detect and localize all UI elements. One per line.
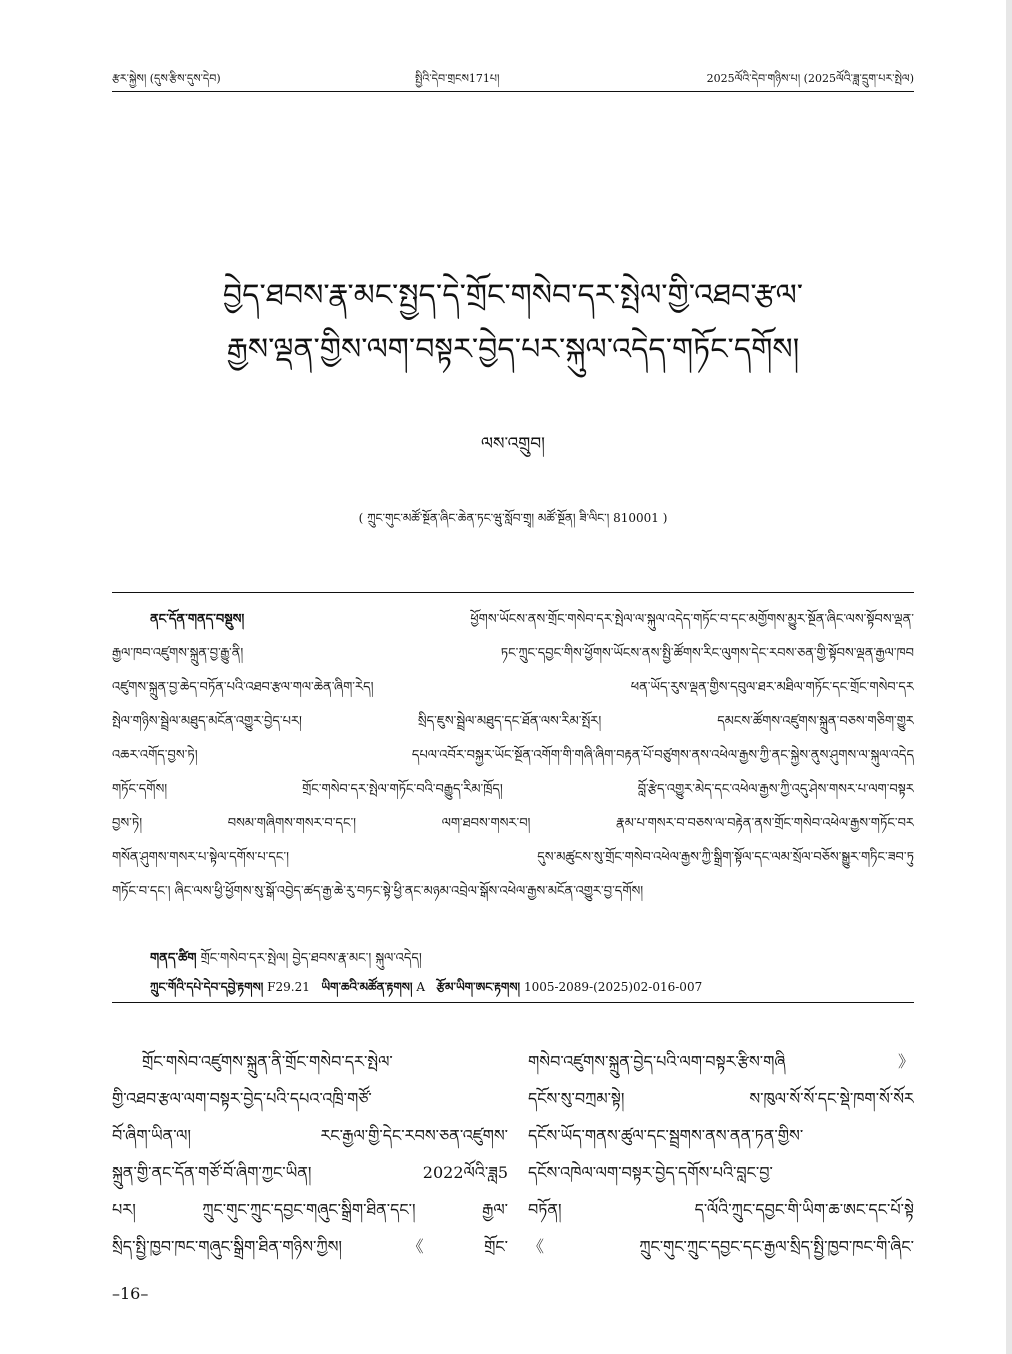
abstract-line: འཛུགས་སྐྲུན་བྱ་ཆེད་བཏོན་པའི་འཐབ་རྩལ་གལ་ཆེན་ཞིག་རེད། ཕན་ཡོད་རུས་ལྡན་གྱིས་དབུལ་ཐར་མཐིལ་གཏོང་དང་གྲོང་གསེབ་དར: [112, 680, 914, 695]
abstract-line: ནང་དོན་གནད་བསྡུས། ཕྱོགས་ཡོངས་ནས་གྲོང་གསེབ་དར་སྤེལ་ལ་སྐུལ་འདེད་གཏོང་བ་དང་མགྱོགས་མྱུར་སྔོན་ཞིང་ལས་སྟོབས་ལྡན་: [150, 612, 914, 627]
issue-number: སྤྱིའི་དེབ་གྲངས171པ།: [415, 72, 500, 85]
body-right-line: བཏོན། ད་ལོའི་ཀྲུང་དབྱང་གི་ཡིག་ཆ་ཨང་དང་པོ་སྟེ: [528, 1200, 914, 1219]
page-number: –16–: [112, 1284, 149, 1303]
keywords-value: གྲོང་གསེབ་དར་སྤེལ། བྱེད་ཐབས་རྣ་མང་། སྐུལ་འདེད།: [200, 951, 422, 966]
abstract-line: གཏོང་བ་དང་། ཞིང་ལས་ཕྱི་ཕྱོགས་སུ་སྒོ་འབྱེད་ཚད་རྒྱ་ཆེ་རུ་བཏང་སྟེ་ཕྱི་ནང་མཉམ་འབྲེལ་སྒོས་འཕེལ་རྒྱས་མངོན་འགྱུར་བྱ་དགོས།: [112, 884, 644, 899]
body-right-line: དངོས་འཁེལ་ལག་བསྟར་བྱེད་དགོས་པའི་བླང་བྱ་: [528, 1163, 773, 1182]
keywords-label: གནད་ཚིག: [150, 951, 197, 966]
abstract-line: འཆར་འགོད་བྱས་ཏེ། དཔལ་འབོར་བསྐྱར་ཡོང་སྔོན་འགོག་གི་གཞི་ཞིག་བརྟན་པོ་བཙུགས་ནས་འཕེལ་རྒྱས་ཀྱི་ནང་སྐྱེས་ནུས་ཤུགས་ལ་སྐུལ་འདེད: [112, 748, 914, 763]
article-title-line-2: རྒྱས་ལྡན་གྱིས་ལག་བསྟར་བྱེད་པར་སྐུལ་འདེད་གཏོང་དགོས།: [226, 332, 800, 367]
author-affiliation: ( ཀྲུང་གུང་མཚོ་སྔོན་ཞིང་ཆེན་ཏང་ཝུ་སློབ་གྲྭ། མཚོ་སྔོན། ཟི་ལིང་། 810001 ): [358, 511, 668, 525]
abstract-top-rule: [112, 592, 914, 593]
body-right-line: དངོས་སུ་བཀྲམ་སྟེ། ས་ཁུལ་སོ་སོ་དང་སྡེ་ཁག་སོ་སོར: [528, 1089, 914, 1108]
body-right-line: དངོས་ཡོད་གནས་ཚུལ་དང་སྦྲགས་ནས་ནན་ཏན་གྱིས་: [528, 1126, 804, 1145]
journal-name: རྩར་སྐྱེས། (དུས་རྩིས་དུས་དེབ): [112, 72, 221, 85]
classification-line: ཀྲུང་གོའི་དཔེ་དེབ་དབྱེ་རྟགས། F29.21 ཡིག་ཆའི་མཚོན་རྟགས། A རྩོམ་ཡིག་ཨང་རྟགས། 1005-2089-(2025)02-016-007: [150, 980, 703, 994]
body-right-line: གསེབ་འཛུགས་སྐྲུན་བྱེད་པའི་ལག་བསྟར་རྩིས་གཞི》: [528, 1052, 914, 1071]
body-left-line: པར། ཀྲུང་གུང་ཀྲུང་དབྱང་གཞུང་སྒྲིག་ཐིན་དང་། རྒྱལ་: [112, 1200, 508, 1219]
body-left-line: གྱི་འཐབ་རྩལ་ལག་བསྟར་བྱེད་པའི་དཔའ་འཁྲི་གཙོ་: [112, 1089, 372, 1108]
body-left-line: སྐྲུན་གྱི་ནང་དོན་གཙོ་བོ་ཞིག་ཀྱང་ཡིན། 2022ལོའི་ཟླ5: [112, 1163, 508, 1182]
abstract-line: གསོན་ཤུགས་གསར་པ་སྟེལ་དགོས་པ་དང་། དུས་མཚུངས་སུ་གྲོང་གསེབ་འཕེལ་རྒྱས་ཀྱི་སྒྲིག་སྟོལ་དང་ལམ་སྲོལ་བཅོས་སྒྱུར་གཏིང་ཟབ་ཏུ: [112, 850, 914, 865]
body-left-line: གྲོང་གསེབ་འཛུགས་སྐྲུན་ནི་གྲོང་གསེབ་དར་སྤེལ་: [142, 1052, 393, 1071]
issue-date: 2025ལོའི་དེབ་གཉིས་པ། (2025ལོའི་ཟླ་དྲུག་པར་སྤེལ): [706, 72, 914, 85]
body-left-line: སྲིད་སྤྱི་ཁྱབ་ཁང་གཞུང་སྒྲིག་ཐིན་གཉིས་ཀྱིས། 《གྲོང་: [112, 1237, 508, 1256]
abstract-line: སྤེལ་གཉིས་སྦྲེལ་མཐུད་མངོན་འགྱུར་བྱེད་པར། སྲིད་ཇུས་སྦྲེལ་མཐུད་དང་ཐོན་ལས་རིམ་སྤོར། དམངས་ཚོགས་འཛུགས་སྐྲུན་བཅས་གཅིག་གྱུར: [112, 714, 914, 729]
article-title-line-1: བྱེད་ཐབས་རྣ་མང་སྤྱད་དེ་གྲོང་གསེབ་དར་སྤེལ་གྱི་འཐབ་རྩལ་: [222, 278, 804, 313]
abstract-label: ནང་དོན་གནད་བསྡུས།: [150, 612, 245, 627]
abstract-line: གཏོང་དགོས། གྲོང་གསེབ་དར་སྤེལ་གཏོང་བའི་བརྒྱུད་རིམ་ཁྲོད། བློ་རྩེད་འགྱུར་མེད་དང་འཕེལ་རྒྱས་ཀྱི་འདུ་ཤེས་གསར་པ་ལག་བསྟར: [112, 782, 914, 797]
abstract-line: རྒྱལ་ཁབ་འཛུགས་སྐྲུན་བྱ་རྒྱུ་ནི། ཏང་ཀྲུང་དབྱང་གིས་ཕྱོགས་ཡོངས་ནས་སྤྱི་ཚོགས་རིང་ལུགས་དེང་རབས་ཅན་གྱི་སྟོབས་ལྡན་རྒྱལ་ཁབ: [112, 646, 914, 661]
page-edge-shadow: [1006, 0, 1012, 1354]
body-right-line: 《ཀྲུང་གུང་ཀྲུང་དབྱང་དང་རྒྱལ་སྲིད་སྤྱི་ཁྱབ་ཁང་གི་ཞིང་: [528, 1237, 914, 1256]
abstract-bottom-rule: [112, 1002, 914, 1003]
author-name: ལས་འགྲུབ།: [481, 434, 545, 454]
abstract-line: བྱས་ཏེ། བསམ་གཞིགས་གསར་བ་དང་། ལག་ཐབས་གསར་བ། རྣམ་པ་གསར་བ་བཅས་ལ་བརྟེན་ནས་གྲོང་གསེབ་འཕེལ་རྒྱས་གཏོང་བར: [112, 816, 914, 831]
body-left-line: བོ་ཞིག་ཡིན་ལ། རང་རྒྱལ་གྱི་དེང་རབས་ཅན་འཛུགས་: [112, 1126, 508, 1145]
header-rule: [112, 91, 914, 92]
